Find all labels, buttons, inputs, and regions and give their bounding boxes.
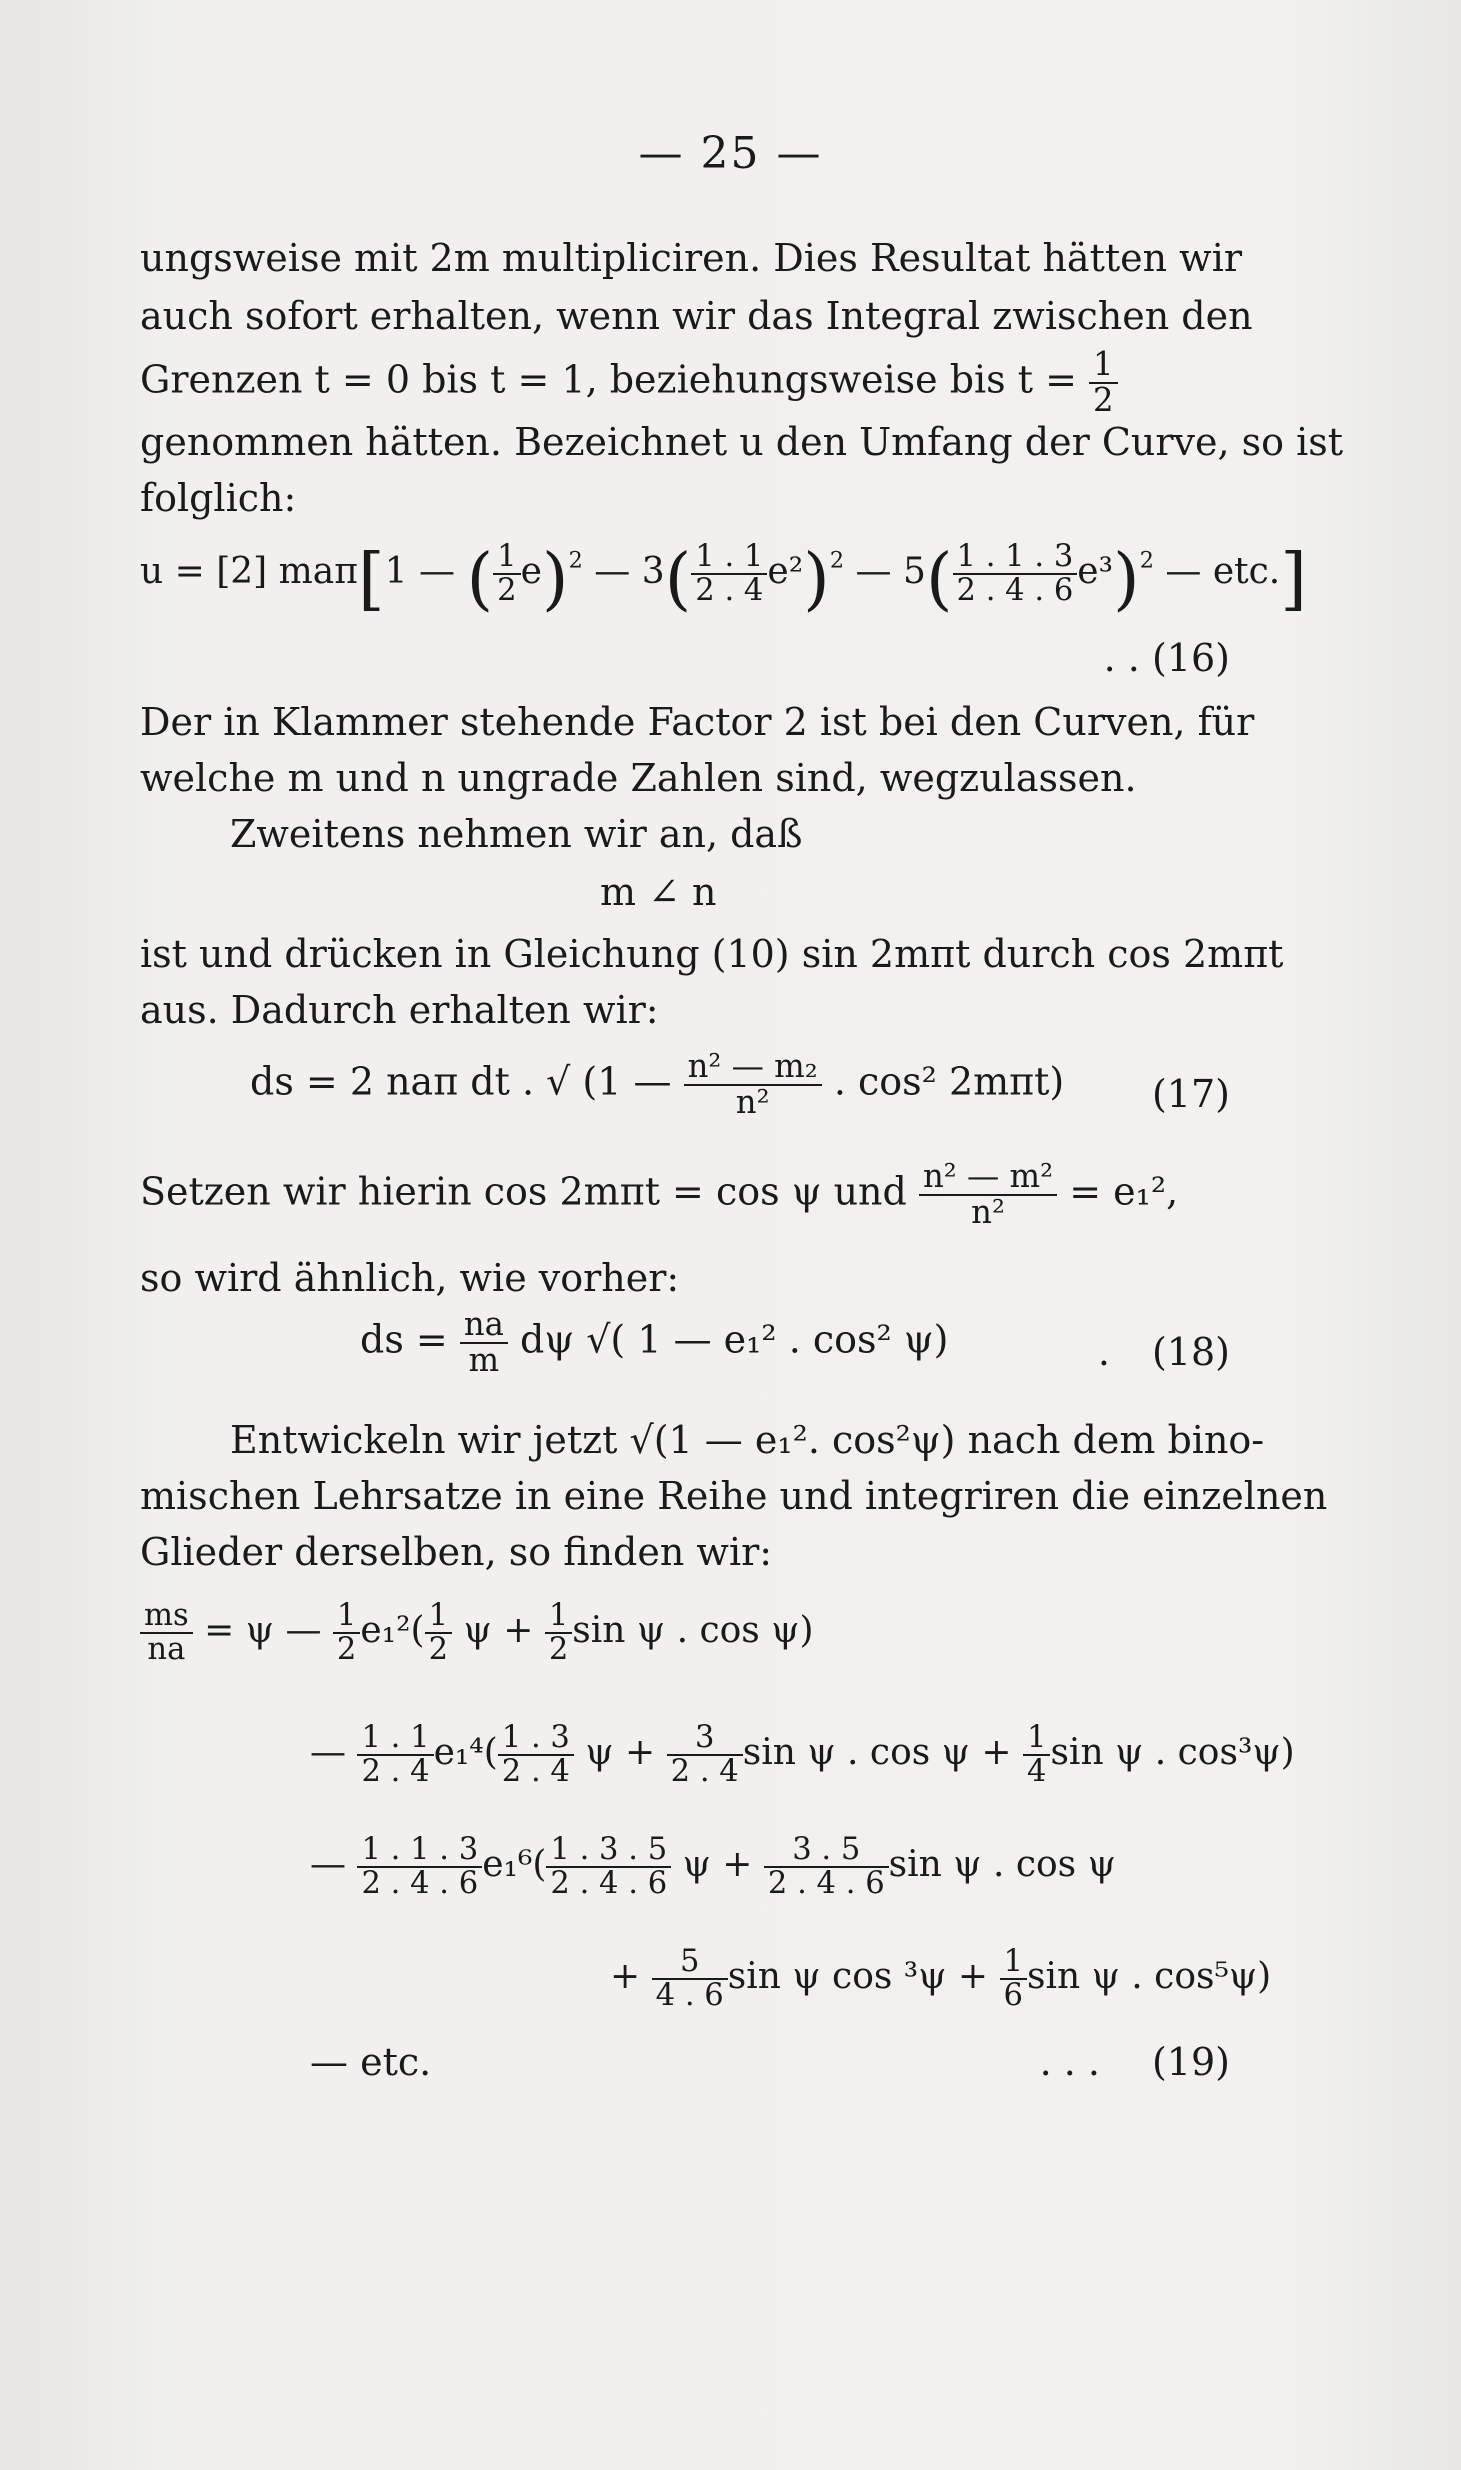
equation-19-row-5: — etc. . . . (19) (310, 2040, 1230, 2084)
text-line: folglich: (140, 476, 297, 520)
text-line: Grenzen t = 0 bis t = 1, beziehungsweise bis t = $\frac{1}{2}$ (140, 348, 1230, 418)
text-line: Setzen wir hierin cos 2mπt = cos ψ und $\frac{\text{n² — m²}}{\text{n²}}$ = e₁², (140, 1157, 1179, 1231)
text-line: Glieder derselben, so finden wir: (140, 1530, 773, 1574)
text-line: mischen Lehrsatze in eine Reihe und integriren die einzelnen (140, 1474, 1328, 1518)
text-line: Entwickeln wir jetzt √(1 — e₁². cos²ψ) nach dem bino- (230, 1418, 1265, 1462)
equation-19-row-3: — $\frac{1 . 1 . 3}{2 . 4 . 6}$ e₁⁶( $\frac{1 . 3 . 5}{2 . 4 . 6}$ ψ + $\frac{3 . 5}{2 . 4 . 6}$ sin ψ . cos ψ (310, 1832, 1116, 1902)
equation-17: ds = 2 naπ dt . √ (1 — $\frac{\text{n² — m₂}}{\text{n²}}$ . cos² 2mπt) (17) (250, 1047, 1230, 1121)
text-line: so wird ähnlich, wie vorher: (140, 1256, 680, 1300)
condition-m-less-n: m ∠ n (600, 870, 717, 914)
text-line: ungsweise mit 2m multipliciren. Dies Resultat hätten wir (140, 236, 1243, 280)
fraction-one-half: $\frac{1}{2}$ (1089, 348, 1118, 418)
text-line: Der in Klammer stehende Factor 2 ist bei den Curven, für (140, 700, 1255, 744)
equation-18: ds = $\frac{na}{m}$ dψ √( 1 — e₁² . cos² ψ) . (18) (360, 1305, 1230, 1379)
text-line: Zweitens nehmen wir an, daß (230, 812, 803, 856)
equation-19-row-1: $\frac{ms}{na}$ = ψ — $\frac{1}{2}$ e₁²( $\frac{1}{2}$ ψ + $\frac{1}{2}$ sin ψ . cos ψ) (140, 1600, 1230, 1666)
text-line: aus. Dadurch erhalten wir: (140, 988, 659, 1032)
page-number: — 25 — (638, 128, 823, 179)
text-line: welche m und n ungrade Zahlen sind, wegzulassen. (140, 756, 1137, 800)
equation-16-number: . . (16) (1103, 636, 1230, 680)
equation-19-row-2: — $\frac{1 . 1}{2 . 4}$ e₁⁴( $\frac{1 . 3}{2 . 4}$ ψ + $\frac{3}{2 . 4}$ sin ψ . cos ψ + $\frac{1}{4}$ sin ψ . cos³ψ) (310, 1720, 1295, 1790)
equation-16: u = [2] maπ[1 — ( $\frac{1}{2}$ e)$^2$ — 3( $\frac{1 . 1}{2 . 4}$ e²)$^2$ — 5( $\frac{1 . 1 . 3}{2 . 4 . 6}$ e³)$^2$ — etc.] (140, 538, 1307, 619)
equation-19-row-4: + $\frac{5}{4 . 6}$ sin ψ cos ³ψ + $\frac{1}{6}$ sin ψ . cos⁵ψ) (610, 1944, 1272, 2014)
text-line: ist und drücken in Gleichung (10) sin 2mπt durch cos 2mπt (140, 932, 1284, 976)
text-line: genommen hätten. Bezeichnet u den Umfang der Curve, so ist (140, 420, 1344, 464)
text-line: auch sofort erhalten, wenn wir das Integral zwischen den (140, 294, 1253, 338)
